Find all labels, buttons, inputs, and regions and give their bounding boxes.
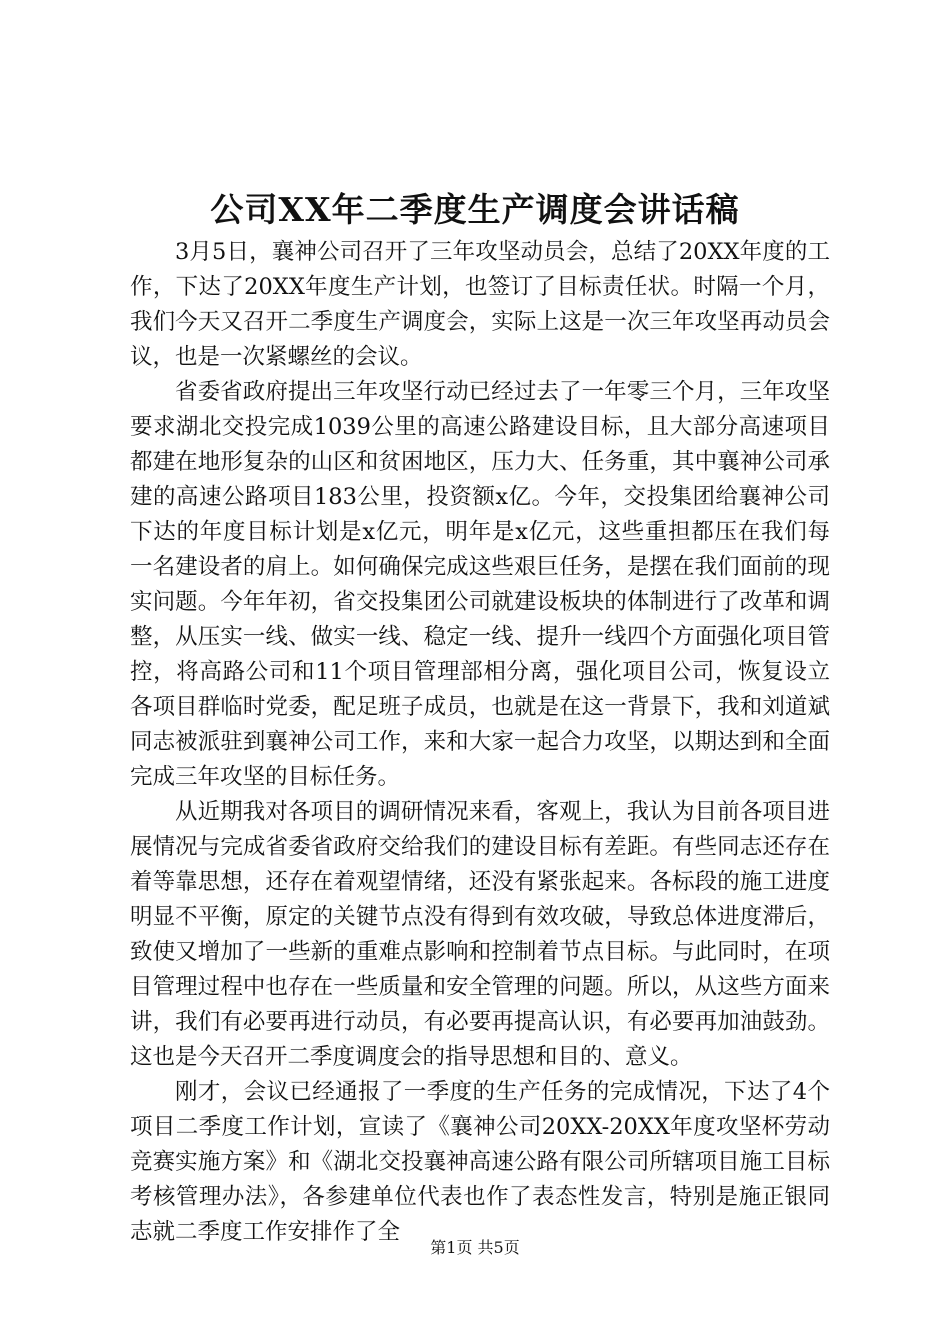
paragraph-3: 从近期我对各项目的调研情况来看，客观上，我认为目前各项目进展情况与完成省委省政府交给我们的建设目标有差距。有些同志还存在着等靠思想，还存在着观望情绪，还没有紧张起来。各标段的施工进度明显不平衡，原定的关键节点没有得到有效攻破，导致总体进度滞后，致使又增加了一些新的重难点影响和控制着节点目标。与此同时，在项目管理过程中也存在一些质量和安全管理的问题。所以，从这些方面来讲，我们有必要再进行动员，有必要再提高认识，有必要再加油鼓劲。这也是今天召开二季度调度会的指导思想和目的、意义。 — [130, 799, 830, 1070]
paragraph-2: 省委省政府提出三年攻坚行动已经过去了一年零三个月，三年攻坚要求湖北交投完成1039公里的高速公路建设目标，且大部分高速项目都建在地形复杂的山区和贫困地区，压力大、任务重，其中襄神公司承建的高速公路项目183公里，投资额x亿。今年，交投集团给襄神公司下达的年度目标计划是x亿元，明年是x亿元，这些重担都压在我们每一名建设者的肩上。如何确保完成这些艰巨任务，是摆在我们面前的现实问题。今年年初，省交投集团公司就建设板块的体制进行了改革和调整，从压实一线、做实一线、稳定一线、提升一线四个方面强化项目管控，将高路公司和11个项目管理部相分离，强化项目公司，恢复设立各项目群临时党委，配足班子成员，也就是在这一背景下，我和刘道斌同志被派驻到襄神公司工作，来和大家一起合力攻坚，以期达到和全面完成三年攻坚的目标任务。 — [130, 379, 830, 790]
page-number-footer: 第1页 共5页 — [430, 1238, 520, 1257]
paragraph-4: 刚才，会议已经通报了一季度的生产任务的完成情况，下达了4个项目二季度工作计划，宣读了《襄神公司20XX-20XX年度攻坚杯劳动竞赛实施方案》和《湖北交投襄神高速公路有限公司所辖项目施工目标考核管理办法》，各参建单位代表也作了表态性发言，特别是施正银同志就二季度工作安排作了全 — [130, 1079, 830, 1245]
document-body — [130, 235, 830, 1250]
paragraph-1: 3月5日，襄神公司召开了三年攻坚动员会，总结了20XX年度的工作，下达了20XX年度生产计划，也签订了目标责任状。时隔一个月，我们今天又召开二季度生产调度会，实际上这是一次三年攻坚再动员会议，也是一次紧螺丝的会议。 — [130, 239, 830, 370]
document-title: 公司XX年二季度生产调度会讲话稿 — [210, 190, 740, 229]
